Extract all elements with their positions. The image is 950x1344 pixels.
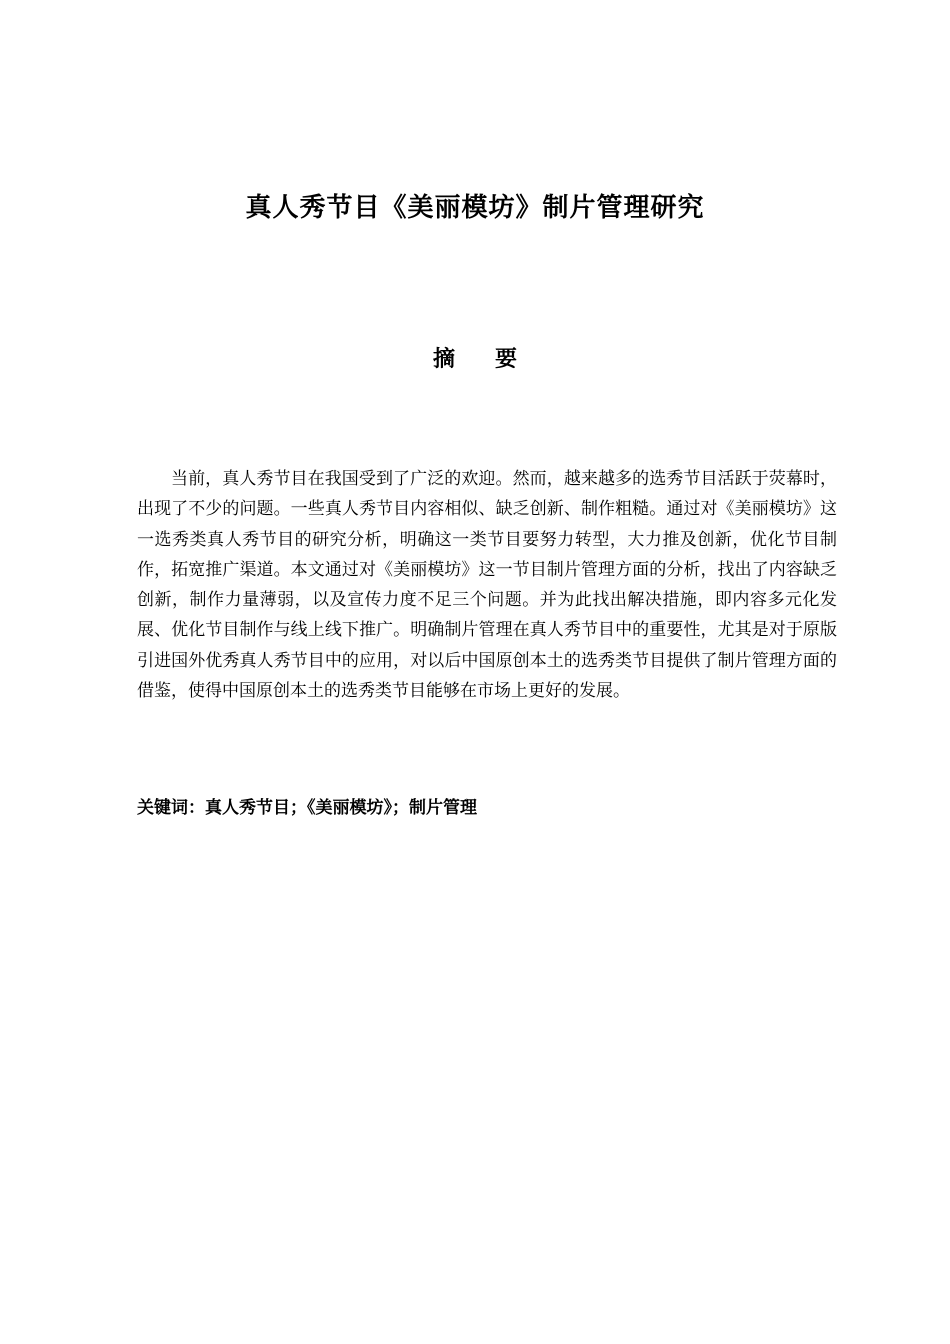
keywords-label: 关键词： xyxy=(137,798,205,818)
abstract-heading-char-2: 要 xyxy=(495,347,518,372)
keywords-line xyxy=(137,794,837,822)
abstract-body: 当前，真人秀节目在我国受到了广泛的欢迎。然而，越来越多的选秀节目活跃于荧幕时，出现了不少的问题。一些真人秀节目内容相似、缺乏创新、制作粗糙。通过对《美丽模坊》这一选秀类真人秀节目的研究分析，明确这一类节目要努力转型，大力推及创新，优化节目制作，拓宽推广渠道。本文通过对《美丽模坊》这一节目制片管理方面的分析，找出了内容缺乏创新，制作力量薄弱，以及宣传力度不足三个问题。并为此找出解决措施，即内容多元化发展、优化节目制作与线上线下推广。明确制片管理在真人秀节目中的重要性，尤其是对于原版引进国外优秀真人秀节目中的应用，对以后中国原创本土的选秀类节目提供了制片管理方面的借鉴，使得中国原创本土的选秀类节目能够在市场上更好的发展。 xyxy=(137,469,837,702)
keywords-text: 真人秀节目；《美丽模坊》；制片管理 xyxy=(205,798,477,818)
abstract-heading xyxy=(0,342,950,378)
abstract-heading-char-1: 摘 xyxy=(432,347,455,372)
paper-title: 真人秀节目《美丽模坊》制片管理研究 xyxy=(245,193,705,223)
